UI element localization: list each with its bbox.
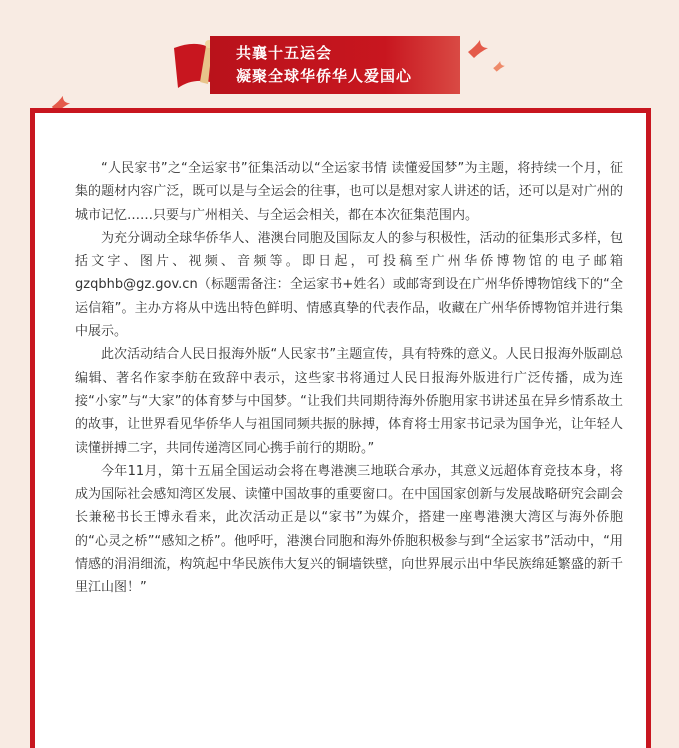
paragraph: 为充分调动全球华侨华人、港澳台同胞及国际友人的参与积极性，活动的征集形式多样，包括文字、图片、视频、音频等。即日起，可投稿至广州华侨博物馆的电子邮箱gzqbhb@gz.gov.cn（标题需备注：全运家书+姓名）或邮寄到设在广州华侨博物馆线下的“全运信箱”。主办方将从中选出特色鲜明、情感真挚的代表作品，收藏在广州华侨博物馆并进行集中展示。 (75, 230, 623, 340)
dove-icon (466, 38, 490, 62)
paragraph: “人民家书”之“全运家书”征集活动以“全运家书情 读懂爱国梦”为主题，将持续一个月，征集的题材内容广泛，既可以是与全运会的往事，也可以是想对家人讲述的话，还可以是对广州的城市记忆……只要与广州相关、与全运会相关，都在本次征集范围内。 (75, 161, 623, 223)
paragraph: 今年11月，第十五届全国运动会将在粤港澳三地联合承办，其意义远超体育竞技本身，将成为国际社会感知湾区发展、读懂中国故事的重要窗口。在中国国家创新与发展战略研究会副会长兼秘书长王博永看来，此次活动正是以“家书”为媒介，搭建一座粤港澳大湾区与海外侨胞的“心灵之桥”“感知之桥”。他呼吁，港澳台同胞和海外侨胞积极参与到“全运家书”活动中，“用情感的涓涓细流，构筑起中华民族伟大复兴的铜墙铁壁，向世界展示出中华民族绵延繁盛的新千里江山图！” (75, 463, 623, 596)
dove-icon (492, 60, 506, 74)
header-banner (210, 36, 460, 94)
article-body (75, 157, 623, 600)
banner-line-1: 共襄十五运会 (236, 44, 333, 62)
paragraph: 此次活动结合人民日报海外版“人民家书”主题宣传，具有特殊的意义。人民日报海外版副总编辑、著名作家李舫在致辞中表示，这些家书将通过人民日报海外版进行广泛传播，成为连接“小家”与“大家”的体育梦与中国梦。“让我们共同期待海外侨胞用家书讲述虽在异乡情系故土的故事，让世界看见华侨华人与祖国同频共振的脉搏，体育将士用家书记录为国争光，让年轻人读懂拼搏二字，共同传递湾区同心携手前行的期盼。” (75, 347, 623, 456)
article-frame (30, 108, 651, 748)
banner-line-2: 凝聚全球华侨华人爱国心 (236, 67, 413, 85)
